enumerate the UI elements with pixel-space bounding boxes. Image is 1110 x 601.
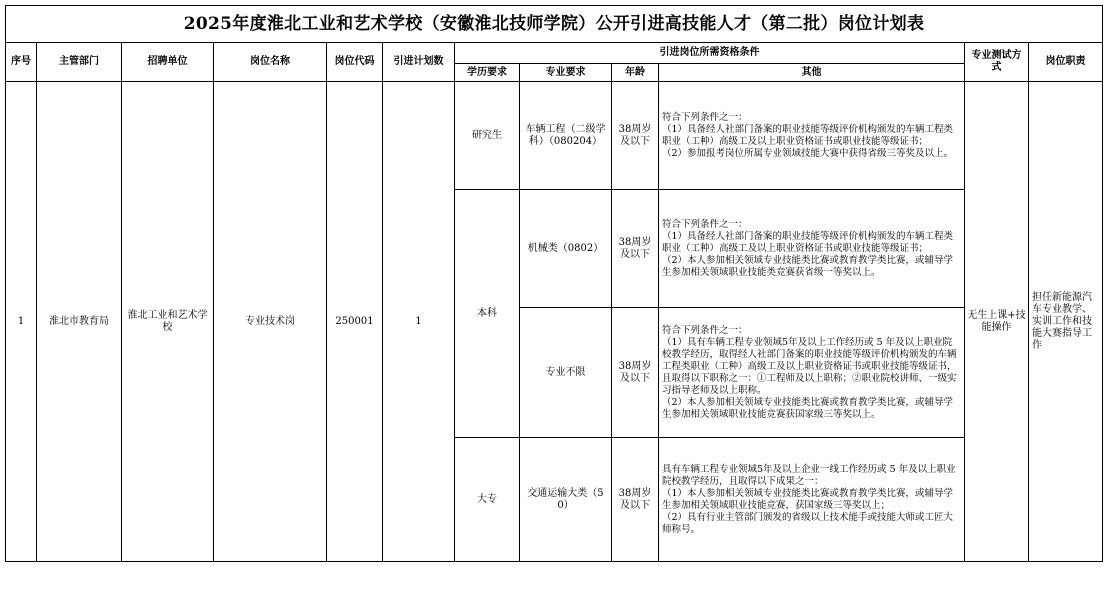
header-plan: 引进计划数 xyxy=(383,43,455,82)
page-title: 2025年度淮北工业和艺术学校（安徽淮北技师学院）公开引进高技能人才（第二批）岗位计划表 xyxy=(6,6,1103,43)
cell-other: 符合下列条件之一： （1）具备经人社部门备案的职业技能等级评价机构颁发的车辆工程类职业（工种）高级工及以上职业资格证书或职业技能等级证书； （2）参加报考岗位所属专业领域技能大赛中获得省级三等奖及以上。 xyxy=(659,82,965,190)
cell-education: 大专 xyxy=(455,438,520,562)
cell-post-code: 250001 xyxy=(327,82,383,562)
cell-major: 专业不限 xyxy=(520,308,612,438)
header-major: 专业要求 xyxy=(520,64,612,82)
cell-plan: 1 xyxy=(383,82,455,562)
cell-duty: 担任新能源汽车专业教学、实训工作和技能大赛指导工作 xyxy=(1029,82,1103,562)
header-age: 年龄 xyxy=(612,64,659,82)
cell-age: 38周岁及以下 xyxy=(612,308,659,438)
cell-age: 38周岁及以下 xyxy=(612,190,659,308)
position-plan-sheet xyxy=(5,5,1102,562)
cell-unit: 淮北工业和艺术学校 xyxy=(122,82,214,562)
header-requirements: 引进岗位所需资格条件 xyxy=(455,43,965,64)
header-duty: 岗位职责 xyxy=(1029,43,1103,82)
cell-education: 本科 xyxy=(455,190,520,438)
cell-seq: 1 xyxy=(6,82,37,562)
header-education: 学历要求 xyxy=(455,64,520,82)
cell-other: 符合下列条件之一： （1）具备经人社部门备案的职业技能等级评价机构颁发的车辆工程类职业（工种）高级工及以上职业资格证书或职业技能等级证书； （2）本人参加相关领域专业技能类比赛或教育教学类比赛，或辅导学生参加相关领域职业技能类竞赛获省级一等奖以上。 xyxy=(659,190,965,308)
cell-age: 38周岁及以下 xyxy=(612,438,659,562)
header-test: 专业测试方式 xyxy=(965,43,1029,82)
header-unit: 招聘单位 xyxy=(122,43,214,82)
cell-dept: 淮北市教育局 xyxy=(37,82,122,562)
cell-post-name: 专业技术岗 xyxy=(214,82,327,562)
header-seq: 序号 xyxy=(6,43,37,82)
cell-major: 交通运输大类（50） xyxy=(520,438,612,562)
cell-test: 无生上课+技能操作 xyxy=(965,82,1029,562)
header-other: 其他 xyxy=(659,64,965,82)
cell-major: 车辆工程（二级学科）（080204） xyxy=(520,82,612,190)
cell-major: 机械类（0802） xyxy=(520,190,612,308)
header-post-name: 岗位名称 xyxy=(214,43,327,82)
cell-age: 38周岁及以下 xyxy=(612,82,659,190)
cell-other: 具有车辆工程专业领域5年及以上企业一线工作经历或 5 年及以上职业院校教学经历，且取得以下成果之一： （1）本人参加相关领域专业技能类比赛或教育教学类比赛，或辅导学生参加相关领域职业技能竞赛，获国家级三等奖以上； （2）具有行业主管部门颁发的省级以上技术能手或技能大师或工匠大师称号。 xyxy=(659,438,965,562)
position-plan-table xyxy=(5,5,1103,562)
header-dept: 主管部门 xyxy=(37,43,122,82)
cell-other: 符合下列条件之一： （1）具有车辆工程专业领域5年及以上工作经历或 5 年及以上职业院校教学经历，取得经人社部门备案的职业技能等级评价机构颁发的车辆工程类职业（工种）高级工及以上职业资格证书或职业技能等级证书，且取得以下职称之一：①工程师及以上职称；②职业院校讲师、一级实习指导老师及以上职称。 （2）本人参加相关领域专业技能类比赛或教育教学类比赛，或辅导学生参加相关领域职业技能竞赛获国家级三等奖以上。 xyxy=(659,308,965,438)
cell-education: 研究生 xyxy=(455,82,520,190)
header-post-code: 岗位代码 xyxy=(327,43,383,82)
